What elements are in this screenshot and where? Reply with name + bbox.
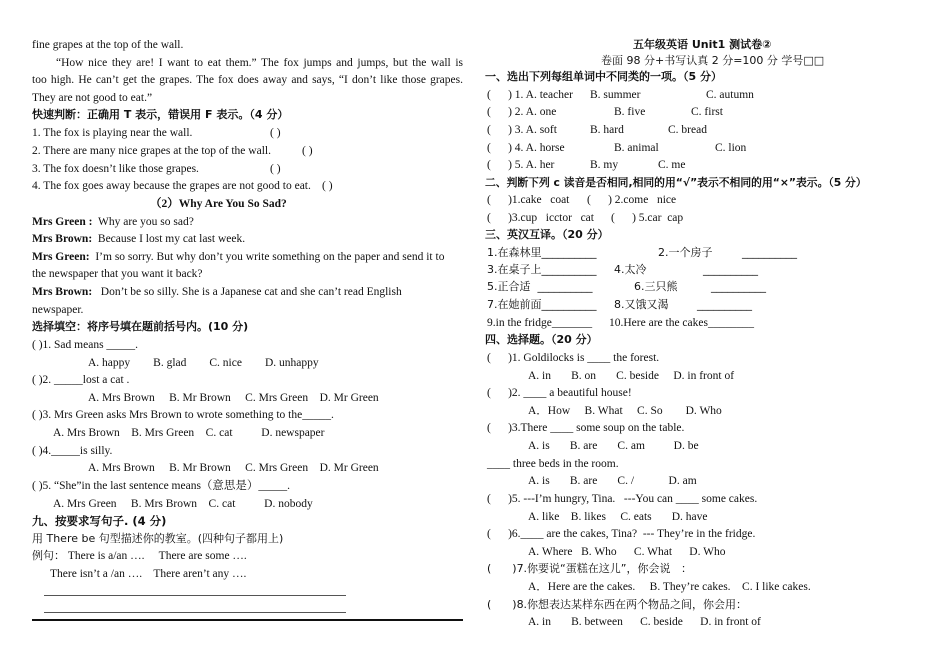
- translate-blank-4[interactable]: __________: [703, 263, 758, 276]
- story-line-1: fine grapes at the top of the wall.: [32, 39, 184, 51]
- translate-blank-8[interactable]: __________: [697, 298, 752, 311]
- tf-item-4-paren: ( ): [322, 180, 333, 192]
- mc-question-1: ( )1. Sad means _____.: [32, 339, 139, 351]
- choice-options-8: A. in B. between C. beside D. in front of: [528, 616, 761, 628]
- sec2-item-2: ( ) 2.come nice: [587, 194, 677, 206]
- section9-instruction: 用 There be 句型描述你的教室。(四种句子都用上): [32, 532, 284, 545]
- dialogue-text: Don’t be so silly. She is a Japanese cat and she can’t read English: [100, 286, 402, 298]
- sec1-item-3: ( ) 3. A. soft: [487, 124, 557, 136]
- translate-item-7: 7.在她前面__________: [487, 298, 597, 311]
- story-line-2: “How nice they are! I want to eat them.” The fox jumps and jumps, but the wall is: [56, 57, 463, 69]
- sec1-item-1-b: B. summer: [590, 89, 641, 101]
- choice-question-8: ( )8.你想表达某样东西在两个物品之间，你会用：: [487, 598, 748, 611]
- mc-question-3: ( )3. Mrs Green asks Mrs Brown to wrote something to the_____.: [32, 409, 334, 421]
- example-line-1: [32, 548, 247, 564]
- score-note: 卷面 98 分+书写认真 2 分=100 分 学号□□: [601, 54, 825, 67]
- tf-item-1-paren: ( ): [270, 127, 281, 139]
- dialogue-line-1: [32, 214, 194, 230]
- choice-options-3: A. is B. are C. am D. be: [528, 440, 699, 452]
- item-a: ( ) 1. A. teacher: [487, 89, 573, 101]
- translate-item-10: 10.Here are the cakes________: [609, 317, 754, 329]
- tf-heading: 快速判断：正确用 T 表示，错误用 F 表示。（4 分）: [32, 108, 289, 121]
- story-line-4: They are not good to eat.”: [32, 92, 153, 104]
- choice-question-7: ( )7.你要说“蛋糕在这儿”，你会说 ：: [487, 562, 692, 575]
- choice-question-4: ____ three beds in the room.: [487, 458, 619, 470]
- tf-item-3: 3. The fox doesn’t like those grapes.: [32, 163, 199, 175]
- sec1-item-3-b: B. hard: [590, 124, 624, 136]
- tf-item-2: 2. There are many nice grapes at the top of the wall.: [32, 145, 271, 157]
- mc-options-2: A. Mrs Brown B. Mr Brown C. Mrs Green D. Mr Green: [88, 392, 379, 404]
- sec2-heading: 二、判断下列 c 读音是否相同,相同的用“√”表示不相同的用“×”表示。（5 分）: [485, 176, 867, 189]
- sec1-item-2-b: B. five: [614, 106, 646, 118]
- tf-item-2-paren: ( ): [302, 145, 313, 157]
- answer-line-2: [44, 612, 346, 613]
- choice-options-2: A．How B. What C. So D. Who: [528, 405, 722, 417]
- column-bottom-rule: [32, 619, 463, 621]
- translate-item-5: 5.正合适 __________: [487, 280, 593, 293]
- answer-line-1: [44, 595, 346, 596]
- reading2-title: （2）Why Are You So Sad?: [150, 198, 287, 210]
- dialogue-line-2: [32, 231, 245, 247]
- mc-options-3: A. Mrs Brown B. Mrs Green C. cat D. newspaper: [53, 427, 325, 439]
- dialogue-line-3: [32, 249, 444, 265]
- sec1-heading: 一、选出下列每组单词中不同类的一项。（5 分）: [485, 70, 722, 83]
- choice-question-6: ( )6.____ are the cakes, Tina? --- They’re in the fridge.: [487, 528, 756, 540]
- mc-question-2: ( )2. _____lost a cat .: [32, 374, 130, 386]
- mc-options-5: A. Mrs Green B. Mrs Brown C. cat D. nobody: [53, 498, 313, 510]
- sec1-item-1: [487, 87, 573, 103]
- example-text-1: There is a/an …. There are some ….: [67, 550, 247, 562]
- translate-blank-2[interactable]: __________: [742, 246, 797, 259]
- translate-blank-6[interactable]: __________: [711, 280, 766, 293]
- sec1-item-5: ( ) 5. A. her: [487, 159, 555, 171]
- tf-item-4: 4. The fox goes away because the grapes are not good to eat.: [32, 180, 311, 192]
- example-line-2: There isn’t a /an …. There aren’t any ….: [50, 568, 247, 580]
- sec2-item-5: ( ) 5.car cap: [611, 212, 684, 224]
- mc-options-1: A. happy B. glad C. nice D. unhappy: [88, 357, 319, 369]
- translate-item-1: 1.在森林里__________: [487, 246, 597, 259]
- tf-item-3-paren: ( ): [270, 163, 281, 175]
- mc-options-4: A. Mrs Brown B. Mr Brown C. Mrs Green D. Mr Green: [88, 462, 379, 474]
- translate-item-8: 8.又饿又渴: [614, 298, 669, 311]
- choice-options-1: A. in B. on C. beside D. in front of: [528, 370, 735, 382]
- sec1-item-1-c: C. autumn: [706, 89, 754, 101]
- sec3-heading: 三、英汉互译。（20 分）: [485, 228, 609, 241]
- speaker-label: Mrs Brown:: [32, 233, 93, 245]
- dialogue-text: Because I lost my cat last week.: [97, 233, 246, 245]
- sec1-item-5-c: C. me: [658, 159, 686, 171]
- sec1-item-4: ( ) 4. A. horse: [487, 142, 565, 154]
- choice-question-2: ( )2. ____ a beautiful house!: [487, 387, 632, 399]
- tf-item-1: 1. The fox is playing near the wall.: [32, 127, 193, 139]
- mc-question-4: ( )4._____is silly.: [32, 445, 113, 457]
- translate-item-4: 4.太冷: [614, 263, 647, 276]
- story-line-3: too high. He can’t get the grapes. The fox does away and says, “I don’t like those grapes.: [32, 74, 463, 86]
- choice-options-7: A．Here are the cakes. B. They’re cakes. C. I like cakes.: [528, 581, 811, 593]
- sec1-item-5-b: B. my: [590, 159, 619, 171]
- choice-question-1: ( )1. Goldilocks is ____ the forest.: [487, 352, 660, 364]
- translate-item-9: 9.in the fridge_______: [487, 317, 593, 329]
- sec1-item-2-c: C. first: [691, 106, 723, 118]
- speaker-label: Mrs Green :: [32, 216, 93, 228]
- sec1-item-3-c: C. bread: [668, 124, 707, 136]
- dialogue-text: Why are you so sad?: [98, 216, 194, 228]
- translate-item-6: 6.三只熊: [634, 280, 678, 293]
- section9-heading: 九、按要求写句子. (4 分): [32, 514, 167, 528]
- choice-options-6: A. Where B. Who C. What D. Who: [528, 546, 726, 558]
- mc-heading: 选择填空：将序号填在题前括号内。(10 分): [32, 320, 249, 333]
- exam-title: 五年级英语 Unit1 测试卷②: [633, 38, 772, 51]
- dialogue-line-4: [32, 284, 402, 300]
- sec2-item-3: ( )3.cup icctor cat: [487, 212, 594, 224]
- sec1-item-4-b: B. animal: [614, 142, 659, 154]
- sec4-heading: 四、选择题。（20 分）: [485, 333, 598, 346]
- sec1-item-2: ( ) 2. A. one: [487, 106, 557, 118]
- choice-question-5: ( )5. ---I’m hungry, Tina. ---You can ____ some cakes.: [487, 493, 758, 505]
- dialogue-line-3-cont: the newspaper that you want it back?: [32, 268, 203, 280]
- dialogue-text: I’m so sorry. But why don’t you write something on the paper and send it to: [95, 251, 445, 263]
- example-label: 例句：: [32, 549, 65, 562]
- sec2-item-1: ( )1.cake coat: [487, 194, 570, 206]
- translate-item-2: 2.一个房子: [658, 246, 713, 259]
- mc-question-5: ( )5. “She”in the last sentence means（意思是）_____.: [32, 480, 291, 492]
- choice-question-3: ( )3.There ____ some soup on the table.: [487, 422, 685, 434]
- translate-item-3: 3.在桌子上__________: [487, 263, 597, 276]
- choice-options-4: A. is B. are C. / D. am: [528, 475, 697, 487]
- choice-options-5: A. like B. likes C. eats D. have: [528, 511, 708, 523]
- speaker-label: Mrs Green:: [32, 251, 90, 263]
- speaker-label: Mrs Brown:: [32, 286, 93, 298]
- sec1-item-4-c: C. lion: [715, 142, 747, 154]
- dialogue-line-4-cont: newspaper.: [32, 304, 84, 316]
